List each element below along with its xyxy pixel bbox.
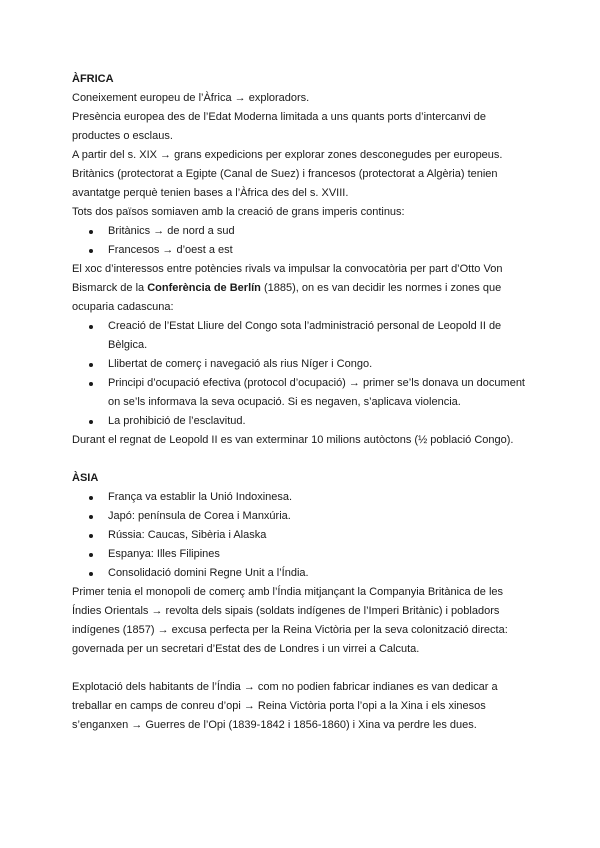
list-item	[72, 488, 528, 507]
bullet-icon	[89, 382, 93, 386]
list-item-text: Principi d’ocupació efectiva (protocol d’ocupació) → primer se’ls donava un document on se’ls informava la seva ocupació. Si es negaven, s’aplicava violencia.	[108, 377, 525, 408]
bold-term: Conferència de Berlín	[147, 282, 261, 294]
list-item	[72, 412, 528, 431]
list-item	[72, 241, 528, 260]
bullet-icon	[89, 230, 93, 234]
paragraph	[72, 260, 528, 317]
bullet-icon	[89, 363, 93, 367]
section-heading-asia: ÀSIA	[72, 472, 99, 484]
list-item-text: França va establir la Unió Indoxinesa.	[108, 491, 293, 503]
section-heading-africa: ÀFRICA	[72, 73, 114, 85]
paragraph-text: El xoc d’interessos entre potències rivals va impulsar la convocatòria per part d’Otto Von Bismarck de la	[72, 263, 503, 294]
bullet-icon	[89, 420, 93, 424]
paragraph: Primer tenia el monopoli de comerç amb l’Índia mitjançant la Companyia Britànica de les Índies Orientals → revolta dels sipais (soldats indígenes de l’Imperi Britànic) i pobladors indígenes (1857) → excusa perfecta per la Reina Victòria per la seva colonització directa: governada per un secretari d’Estat des de Londres i un virrei a Calcuta.	[72, 586, 508, 655]
bullet-icon	[89, 325, 93, 329]
list-item-text: Francesos → d’oest a est	[108, 244, 233, 256]
paragraph: Presència europea des de l’Edat Moderna limitada a uns quants ports d’intercanvi de productes o esclaus.	[72, 111, 486, 142]
bullet-list	[72, 222, 528, 260]
list-item-text: La prohibició de l’esclavitud.	[108, 415, 246, 427]
paragraph: A partir del s. XIX → grans expedicions per explorar zones desconegudes per europeus.	[72, 149, 503, 161]
list-item-text: Japó: península de Corea i Manxúria.	[108, 510, 291, 522]
list-item-text: Consolidació domini Regne Unit a l’Índia.	[108, 567, 309, 579]
paragraph: Durant el regnat de Leopold II es van exterminar 10 milions autòctons (½ població Congo).	[72, 434, 514, 446]
bullet-icon	[89, 496, 93, 500]
bullet-icon	[89, 572, 93, 576]
spacer	[72, 450, 528, 469]
paragraph: Coneixement europeu de l’Àfrica → exploradors.	[72, 92, 310, 104]
document-page	[72, 70, 528, 735]
list-item	[72, 317, 528, 355]
list-item-text: Llibertat de comerç i navegació als rius Níger i Congo.	[108, 358, 373, 370]
paragraph: Britànics (protectorat a Egipte (Canal de Suez) i francesos (protectorat a Algèria) tenien avantatge perquè tenien bases a l’Àfrica des del s. XVIII.	[72, 168, 498, 199]
bullet-icon	[89, 249, 93, 253]
list-item-text: Creació de l’Estat Lliure del Congo sota l’administració personal de Leopold II de Bèlgica.	[108, 320, 502, 351]
list-item-text: Rússia: Caucas, Sibèria i Alaska	[108, 529, 267, 541]
bullet-icon	[89, 553, 93, 557]
bullet-icon	[89, 534, 93, 538]
bullet-list	[72, 317, 528, 431]
bullet-list	[72, 488, 528, 583]
list-item-text: Britànics → de nord a sud	[108, 225, 235, 237]
paragraph: Explotació dels habitants de l’Índia → com no podien fabricar indianes es van dedicar a treballar en camps de conreu d’opi → Reina Victòria porta l’opi a la Xina i els xinesos s’enganxen → Guerres de l’Opi (1839-1842 i 1856-1860) i Xina va perdre les dues.	[72, 681, 498, 731]
list-item	[72, 564, 528, 583]
spacer	[72, 659, 528, 678]
list-item	[72, 374, 528, 412]
list-item-text: Espanya: Illes Filipines	[108, 548, 220, 560]
list-item	[72, 222, 528, 241]
paragraph-text: (1885), on es van decidir les normes i zones que ocuparia cadascuna:	[72, 282, 502, 313]
paragraph: Tots dos països somiaven amb la creació de grans imperis continus:	[72, 206, 405, 218]
list-item	[72, 545, 528, 564]
list-item	[72, 526, 528, 545]
bullet-icon	[89, 515, 93, 519]
list-item	[72, 507, 528, 526]
list-item	[72, 355, 528, 374]
